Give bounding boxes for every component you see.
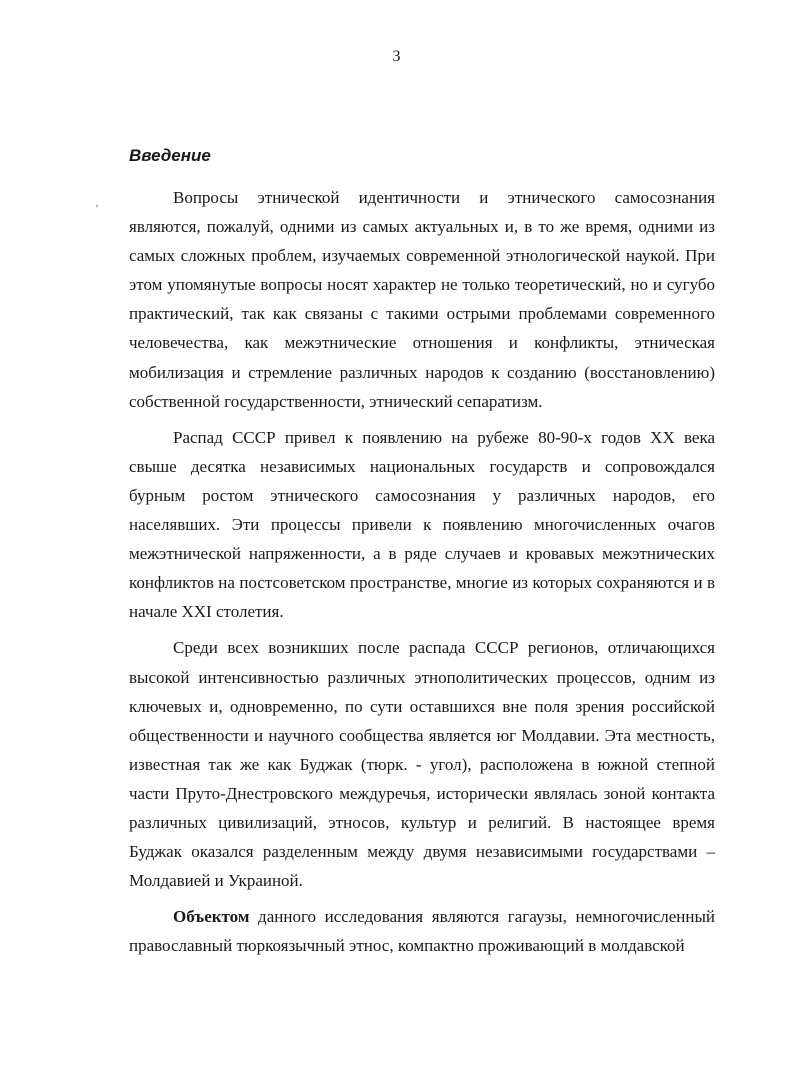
paragraph-2: Распад СССР привел к появлению на рубеже 80-90-х годов XX века свыше десятка независимых национальных государств и сопровождался бурным ростом этнического самосознания у различных народов, его населявших. Эти процессы привели к появлению многочисленных очагов межэтнической напряженности, а в ряде случаев и кровавых межэтнических конфликтов на постсоветском пространстве, многие из которых сохраняются и в начале XXI столетия.	[129, 427, 715, 622]
research-object-label: Объектом	[173, 907, 250, 927]
page-number: 3	[392, 48, 401, 65]
document-body	[129, 142, 715, 967]
section-heading: Введение	[129, 146, 211, 165]
paragraph-4-text: данного исследования являются гагаузы, немногочисленный православный тюркоязычный этнос, компактно проживающий в молдавской	[129, 907, 715, 956]
paragraph-1: Вопросы этнической идентичности и этнического самосознания являются, пожалуй, одними из самых актуальных и, в то же время, одними из самых сложных проблем, изучаемых современной этнологической наукой. При этом упомянутые вопросы носят характер не только теоретический, но и сугубо практический, так как связаны с такими острыми проблемами современного человечества, как межэтнические отношения и конфликты, этническая мобилизация и стремление различных народов к созданию (восстановлению) собственной государственности, этнический сепаратизм.	[129, 188, 715, 411]
paragraph-4	[129, 902, 715, 960]
paragraph-3: Среди всех возникших после распада СССР регионов, отличающихся высокой интенсивностью различных этнополитических процессов, одним из ключевых и, одновременно, по сути оставшихся вне поля зрения российской общественности и научного сообщества является юг Молдавии. Эта местность, известная так же как Буджак (тюрк. - угол), расположена в южной степной части Пруто-Днестровского междуречья, исторически являлась зоной контакта различных цивилизаций, этносов, культур и религий. В настоящее время Буджак оказался разделенным между двумя независимыми государствами – Молдавией и Украиной.	[129, 638, 715, 891]
stray-mark: '	[96, 203, 98, 215]
